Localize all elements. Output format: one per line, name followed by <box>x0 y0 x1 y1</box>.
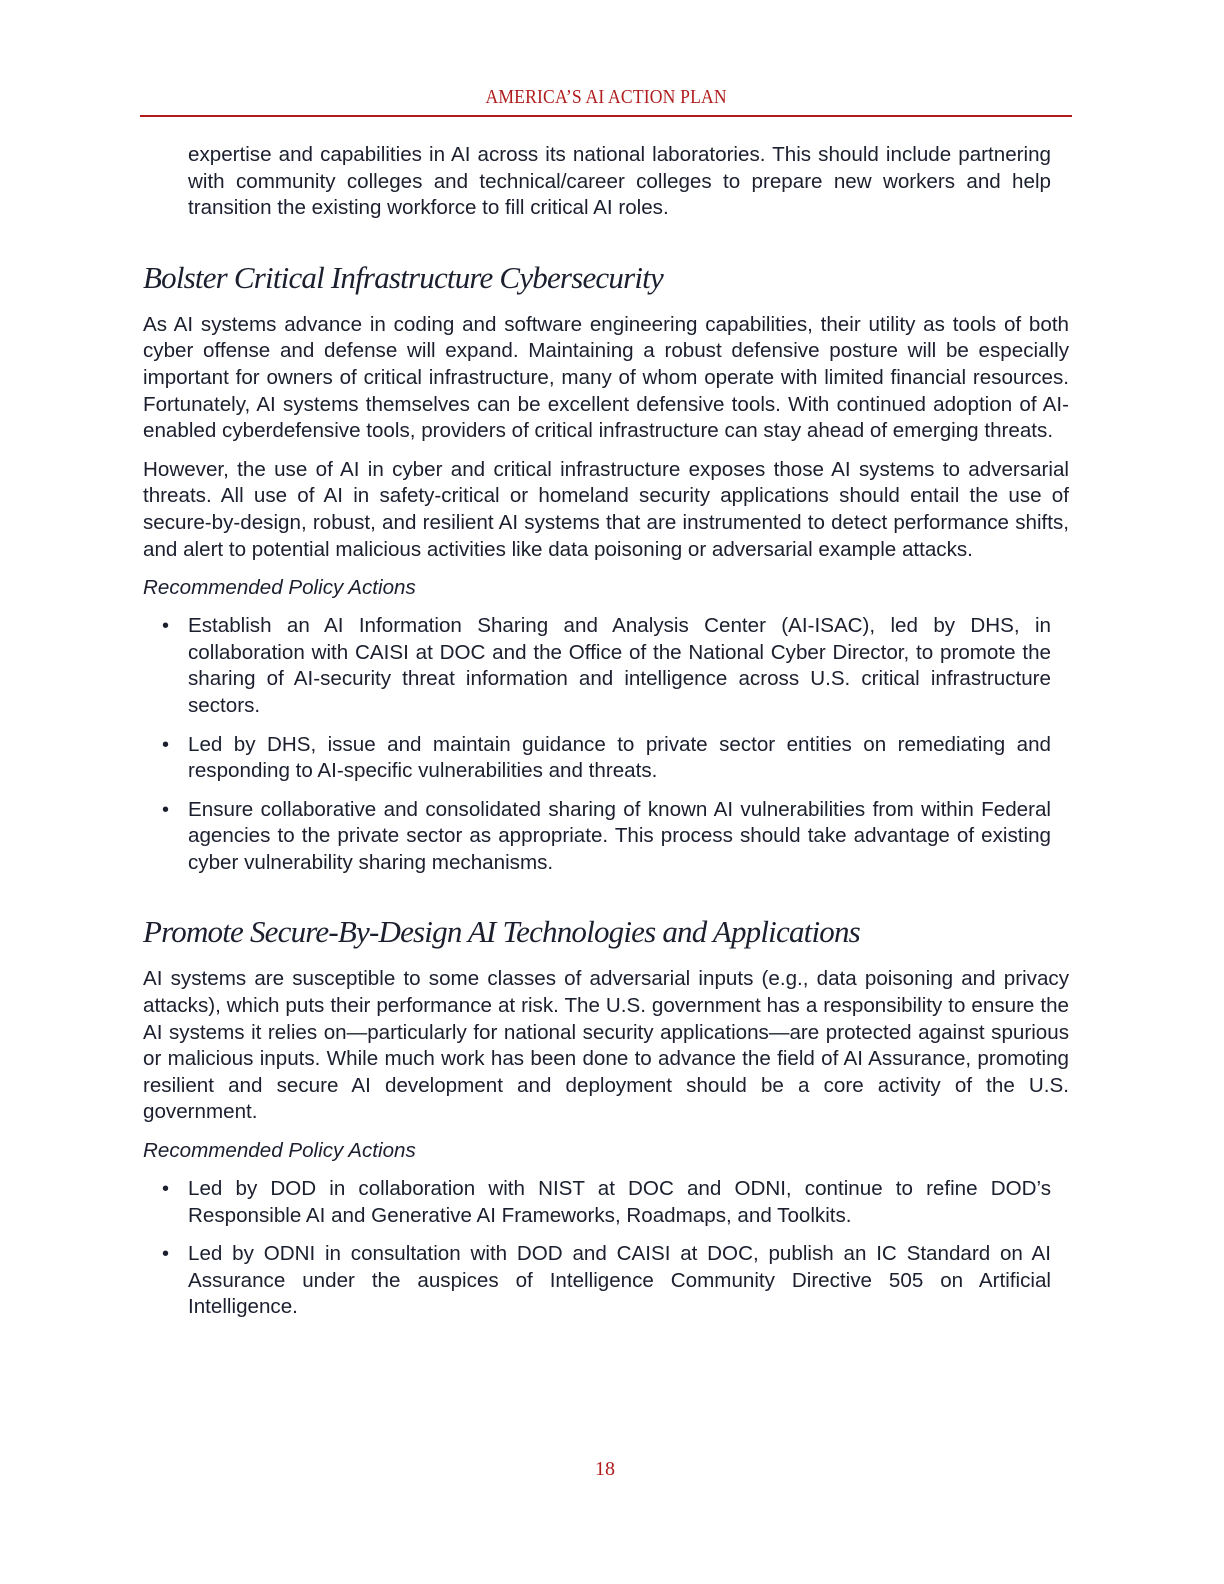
policy-actions-subheading: Recommended Policy Actions <box>143 576 416 600</box>
bullet-icon: • <box>162 615 170 638</box>
section-heading: Bolster Critical Infrastructure Cybersecurity <box>143 259 663 295</box>
bullet-icon: • <box>162 1243 170 1266</box>
section-cybersecurity <box>143 259 1069 877</box>
bullet-icon: • <box>162 733 170 756</box>
section-secure-by-design <box>143 913 1069 1321</box>
page-number: 18 <box>595 1458 615 1480</box>
list-item <box>162 613 1051 719</box>
header-divider <box>140 115 1072 117</box>
bullet-icon: • <box>162 1178 170 1201</box>
policy-actions-subheading: Recommended Policy Actions <box>143 1139 416 1163</box>
document-title: AMERICA’S AI ACTION PLAN <box>485 86 727 108</box>
list-item-text: Led by ODNI in consultation with DOD and CAISI at DOC, publish an IC Standard on AI Assurance under the auspices of Intelligence Community Directive 505 on Artificial Intelligence. <box>188 1242 1051 1319</box>
list-item-text: Led by DOD in collaboration with NIST at DOC and ODNI, continue to refine DOD’s Responsible AI and Generative AI Frameworks, Roadmaps, and Toolkits. <box>188 1177 1051 1227</box>
page-content <box>143 142 1069 1333</box>
section-heading: Promote Secure-By-Design AI Technologies and Applications <box>143 914 860 950</box>
list-item-text: Ensure collaborative and consolidated sharing of known AI vulnerabilities from within Federal agencies to the private sector as appropriate. This process should take advantage of existing cyber vulnerability sharing mechanisms. <box>188 797 1051 874</box>
list-item <box>162 1176 1051 1229</box>
list-item-text: Led by DHS, issue and maintain guidance to private sector entities on remediating and responding to AI-specific vulnerabilities and threats. <box>188 732 1051 783</box>
body-paragraph: As AI systems advance in coding and software engineering capabilities, their utility as tools of both cyber offense and defense will expand. Maintaining a robust defensive posture will be especially important for owners of critical infrastructure, many of whom operate with limited financial resources. Fortunately, AI systems themselves can be excellent defensive tools. With continued adoption of AI-enabled cyberdefensive tools, providers of critical infrastructure can stay ahead of emerging threats. <box>143 312 1069 443</box>
body-paragraph: However, the use of AI in cyber and critical infrastructure exposes those AI systems to adversarial threats. All use of AI in safety-critical or homeland security applications should entail the use of secure-by-design, robust, and resilient AI systems that are instrumented to detect performance shifts, and alert to potential malicious activities like data poisoning or adversarial example attacks. <box>143 457 1069 561</box>
list-item <box>162 797 1051 877</box>
body-paragraph: AI systems are susceptible to some classes of adversarial inputs (e.g., data poisoning and privacy attacks), which puts their performance at risk. The U.S. government has a responsibility to ensure the AI systems it relies on—particularly for national security applications—are protected against spurious or malicious inputs. While much work has been done to advance the field of AI Assurance, promoting resilient and secure AI development and deployment should be a core activity of the U.S. government. <box>143 967 1069 1124</box>
policy-actions-list <box>143 1176 1069 1321</box>
continued-bullet-text: expertise and capabilities in AI across its national laboratories. This should include partnering with community colleges and technical/career colleges to prepare new workers and help transition the existing workforce to fill critical AI roles. <box>188 143 1051 220</box>
list-item-text: Establish an AI Information Sharing and Analysis Center (AI-ISAC), led by DHS, in collaboration with CAISI at DOC and the Office of the National Cyber Director, to promote the sharing of AI-security threat information and intelligence across U.S. critical infrastructure sectors. <box>188 614 1051 717</box>
bullet-icon: • <box>162 798 170 821</box>
list-item <box>162 1241 1051 1321</box>
running-header <box>140 84 1072 110</box>
list-item <box>162 732 1051 785</box>
policy-actions-list <box>143 613 1069 876</box>
